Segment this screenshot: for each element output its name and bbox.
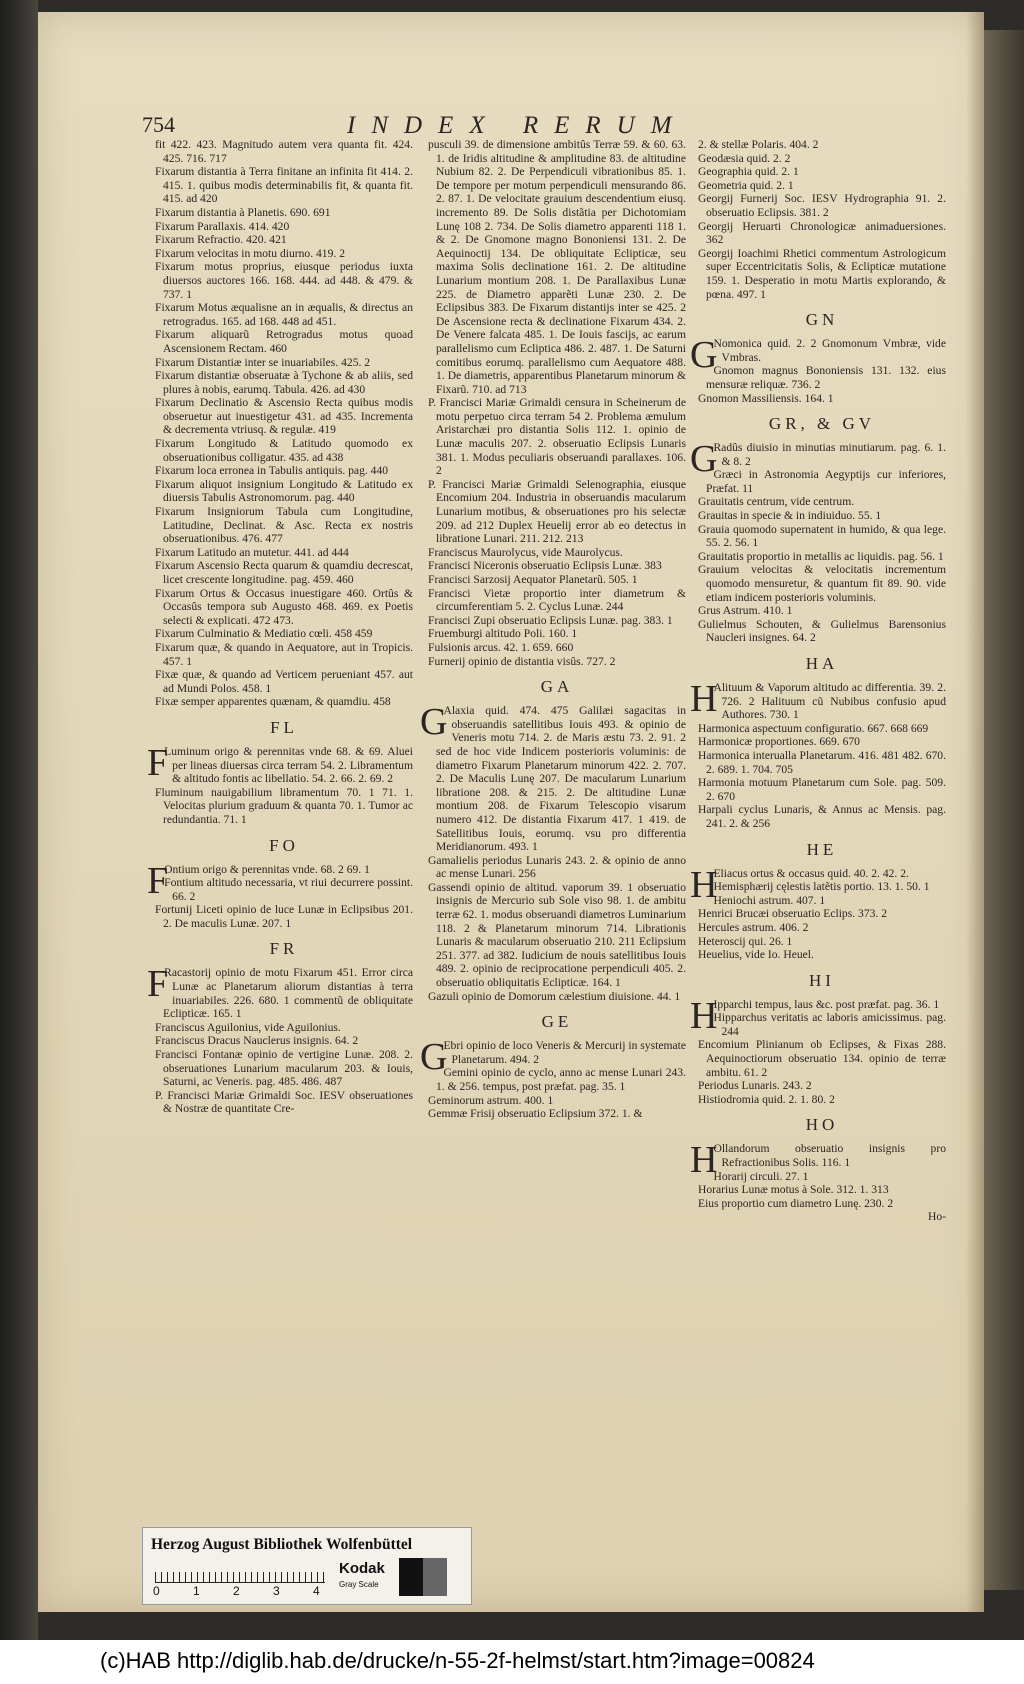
index-entry: Fixarum Ascensio Recta quarum & quamdiu decrescat, licet crescente longitudine. pag. 459. 460 [155, 559, 413, 586]
index-entry: Ho- [927, 1210, 946, 1224]
entry-text: Alituum & Vaporum altitudo ac differentia. 39. 2. 726. 2 Halituum cũ Nubibus confusio apud Authores. 730. 1 [713, 681, 946, 722]
index-entry: Fixarum Ortus & Occasus inuestigare 460. Ortûs & Occasûs tempora sub Augusto 468. 469. ex Poetis selecti & explicati. 472 473. [155, 586, 413, 627]
drop-cap: F [147, 859, 169, 902]
index-entry: Histiodromia quid. 2. 1. 80. 2 [698, 1092, 835, 1106]
index-entry [420, 701, 686, 854]
index-entry: Henrici Brucæi obseruatio Eclips. 373. 2 [698, 907, 888, 921]
index-entry: Heuelius, vide Io. Heuel. [698, 948, 814, 962]
index-entry: fit 422. 423. Magnitudo autem vera quanta fit. 424. 425. 716. 717 [155, 138, 413, 165]
drop-cap: G [420, 1036, 448, 1079]
index-entry: Fixarum Refractio. 420. 421 [155, 233, 287, 247]
index-entry: Fixarum quæ, & quando in Aequatore, aut in Tropicis. 457. 1 [155, 640, 413, 668]
index-entry: Grauitatis proportio in metallis ac liquidis. pag. 56. 1 [698, 549, 944, 563]
entry-text: Ontium origo & perennitas vnde. 68. 2 69. 1 [164, 862, 370, 876]
index-entry: Fixarum distantia à Planetis. 690. 691 [155, 205, 331, 219]
drop-cap: H [690, 678, 718, 720]
index-entry: Georgij Furnerij Soc. IESV Hydrographia 91. 2. obseruatio Eclipsis. 381. 2 [698, 192, 946, 219]
index-entry: Fruemburgi altitudo Poli. 160. 1 [428, 627, 578, 641]
gray-swatch-mid [423, 1558, 447, 1596]
ruler-tick: 0 [153, 1584, 160, 1598]
index-column-3 [690, 138, 946, 1224]
entry-text: Racastorij opinio de motu Fixarum 451. Error circa Lunæ ac Planetarum aliorum distantias à terra inuariabiles. 226. 680. 1 commentũ de obliquitate Eclipticæ. 165. 1 [163, 966, 413, 1021]
index-entry: Periodus Lunaris. 243. 2 [698, 1079, 812, 1093]
index-entry: Fixarum aliquot insignium Longitudo & Latitudo ex diuersis Tabulis Astronomorum. pag. 440 [155, 477, 413, 505]
drop-cap: H [690, 994, 718, 1037]
entry-text: Alaxia quid. 474. 475 Galilæi sagacitas in obseruandis satellitibus Iouis 493. & opinio de Veneris motu 714. 2. de Maris æstu 73. 2. 91. 2 sed de hoc vide Indicem posterioris voluminis: de diametro Fixarum Planetarum minorum 422. 2. 707. 2. De Maculis Lunę 207. De macularum Lunarium libratione 208. & 215. 2. De altitudine Lunæ montium 208. de Fixarum Telescopio visarum numero 412. De distantia Fixarum 417. 1 419. de Satellitibus Iouis, eorumq. vsu pro differentia Meridianorum. 493. 1 [436, 704, 686, 854]
index-entry: Georgij Heruarti Chronologicæ animaduersiones. 362 [698, 219, 946, 247]
index-entry: Fixarum Parallaxis. 414. 420 [155, 219, 290, 233]
index-entry: Gnomon magnus Bononiensis 131. 132. eius mensuræ reliquæ. 736. 2 [706, 364, 946, 391]
color-calibration-strip [142, 1527, 472, 1605]
index-entry: P. Francisci Mariæ Grimaldi Soc. IESV obseruationes & Nostræ de quantitate Cre- [155, 1088, 413, 1116]
index-entry: Horarius Lunæ motus à Sole. 312. 1. 313 [698, 1183, 889, 1197]
index-entry: Francisci Fontanæ opinio de vertigine Lunæ. 208. 2. obseruationes Lunarium macularum 203. & Iouis, Saturni, ac Veneris. pag. 485. 486. 487 [155, 1048, 413, 1089]
index-entry: Fluminum nauigabilium libramentum 70. 1 71. 1. Velocitas plurium graduum & quanta 70. 1. Tumor ac redundantia. 71. 1 [155, 785, 413, 826]
kodak-logo: Kodak [339, 1560, 385, 1577]
ruler-tick: 1 [193, 1584, 200, 1598]
ruler-tick: 3 [273, 1584, 280, 1598]
entry-text: Ipparchi tempus, laus &c. post præfat. pag. 36. 1 [713, 997, 940, 1011]
index-entry: Encomium Plinianum ob Eclipses, & Fixas 288. Aequinoctiorum obseruatio 134. opinio de terræ ambitu. 61. 2 [698, 1038, 946, 1079]
index-entry: Grauia quomodo supernatent in humido, & qua lege. 55. 2. 56. 1 [698, 522, 946, 550]
index-entry: Franciscus Dracus Nauclerus insignis. 64. 2 [155, 1034, 359, 1048]
index-entry: Grauitatis centrum, vide centrum. [698, 495, 855, 509]
drop-cap: F [147, 963, 169, 1006]
index-entry: Gemmæ Frisij obseruatio Eclipsium 372. 1. & [428, 1107, 643, 1121]
index-entry: Geminorum astrum. 400. 1 [428, 1093, 554, 1107]
index-entry: pusculi 39. de dimensione ambitûs Terræ 59. & 60. 63. 1. de Iridis altitudine & amplitudine 83. de altitudine Nubium 82. 2. De Perpendiculi vibrationibus 85. 1. De tempore per motum perpendiculi mensurando 86. 2. 87. 1. De velocitate grauium descendentium eiusq. incremento 89. De Solis distãtia per Dichotomiam Lunę 108 2. 734. De Solis diametro apparenti 118 1. & 2. De Gnomone magno Bononiensi 131. 2. De Aequinoctij 134. De obliquitate Eclipticæ, seu maxima Solis declinatione 161. 2. De altitudine Lunarium montium 208. 1. De Parallaxibus Lunæ 225. de Diametro apparẽti Lunæ 230. 2. De Eclipsibus 383. De Fixarum distantijs inter se 425. 2 De Ascensione recta & declinatione Fixarum 434. 2. De Venere falcata 485. 1. De Iouis fascijs, ac earum parallelismo cum Ecliptica 486. 2. 487. 1. De Saturni comitibus eorumq. parallelismo cum Aequatore 488. 1. De diametris, apparentibus Planetarum minorum & Fixarũ. 710. ad 713 [428, 138, 686, 396]
index-entry: Heteroscij qui. 26. 1 [698, 934, 793, 948]
index-entry: Francisci Sarzosij Aequator Planetarũ. 505. 1 [428, 573, 638, 586]
section-heading-ge: GE [541, 1012, 573, 1032]
section-heading-fo: FO [269, 835, 299, 855]
drop-cap: F [147, 741, 169, 784]
running-title: INDEX RERUM [347, 112, 688, 139]
book-spine [0, 0, 38, 1684]
index-entry: Gnomon Massiliensis. 164. 1 [698, 391, 834, 405]
index-entry: Fortunij Liceti opinio de luce Lunæ in Eclipsibus 201. 2. De maculis Lunæ. 207. 1 [155, 903, 413, 930]
section-heading-ga: GA [540, 677, 574, 697]
index-entry: Fixarum Motus æqualisne an in æqualis, & directus an retrogradus. 165. ad 168. 448 ad 451. [155, 301, 413, 328]
index-entry: Fixarum loca erronea in Tabulis antiquis. pag. 440 [155, 464, 389, 478]
index-entry [690, 678, 946, 722]
index-entry: Fixarum Longitudo & Latitudo quomodo ex obseruationibus colligatur. 435. ad 438 [155, 437, 413, 464]
index-entry: Harmonia motuum Planetarum cum Sole. pag. 509. 2. 670 [698, 776, 946, 803]
index-entry: Græci in Astronomia Aegyptijs cur inferiores, Præfat. 11 [706, 468, 946, 495]
index-entry: Harmonica aspectuum configuratio. 667. 668 669 [698, 721, 929, 735]
index-entry: Fixarum distantia à Terra finitane an infinita fit 414. 2. 415. 1. quibus modis determinabilis fit, & quanta fit. 415. ad 420 [155, 165, 413, 206]
index-entry: Geometria quid. 2. 1 [698, 178, 794, 192]
section-heading-ho: HO [805, 1115, 839, 1135]
index-entry: Georgij Ioachimi Rhetici commentum Astrologicum super Eccentricitatis Solis, & Eclipticæ mutatione 159. 1. Desperatio in motu Martis explorando, & pœna. 497. 1 [698, 246, 946, 301]
index-entry: Gamalielis periodus Lunaris 243. 2. & opinio de anno ac mense Lunari. 256 [428, 853, 686, 881]
index-entry: Fixarum Distantiæ inter se inuariabiles. 425. 2 [155, 355, 371, 369]
scale-ruler [155, 1562, 325, 1583]
index-entry: Fixarum Declinatio & Ascensio Recta quibus modis obseruetur aut inuestigetur 431. ad 435. Incrementa & decrementa vtriusq. & regulæ. 419 [155, 396, 413, 437]
section-heading-hi: HI [809, 970, 835, 990]
index-entry: Horarij circuli. 27. 1 [713, 1169, 809, 1183]
index-entry: Fixarum velocitas in motu diurno. 419. 2 [155, 246, 345, 260]
page-edge-shadow [966, 12, 984, 1612]
index-column-1 [147, 138, 413, 1116]
index-entry: Eius proportio cum diametro Lunę. 230. 2 [698, 1196, 894, 1210]
index-entry: Franciscus Aguilonius, vide Aguilonius. [155, 1020, 341, 1034]
ruler-tick: 4 [313, 1584, 320, 1598]
section-heading-ha: HA [805, 654, 839, 673]
index-entry: Gemini opinio de cyclo, anno ac mense Lunari 243. 1. & 256. tempus, post præfat. pag. 35. 1 [436, 1066, 686, 1093]
footer-bar [0, 1640, 1024, 1684]
index-entry: Heniochi astrum. 407. 1 [713, 893, 826, 907]
index-entry: Fixæ semper apparentes quænam, & quamdiu. 458 [155, 695, 391, 709]
entry-text: Luminum origo & perennitas vnde 68. & 69. Aluei per lineas diuersas circa terram 54. 2. Libramentum & altitudo fontis ac libellatio. 54. 2. 66. 2. 69. 2 [164, 744, 413, 786]
section-heading-fr: FR [269, 939, 299, 959]
index-entry: Fulsionis arcus. 42. 1. 659. 660 [428, 640, 574, 654]
index-entry: Fixarum motus proprius, eiusque periodus iuxta diuersos auctores 166. 168. 444. ad 448. & 479. & 737. 1 [155, 260, 413, 301]
index-entry: Fixarum Culminatio & Mediatio cœli. 458 459 [155, 627, 373, 641]
index-entry: Franciscus Maurolycus, vide Maurolycus. [428, 545, 623, 559]
index-entry: Geodæsia quid. 2. 2 [698, 151, 791, 165]
index-entry [147, 741, 413, 786]
index-column-2 [420, 138, 687, 1121]
index-entry: 2. & stellæ Polaris. 404. 2 [698, 138, 819, 151]
entry-text: Eliacus ortus & occasus quid. 40. 2. 42. 2. [713, 866, 909, 880]
index-entry: P. Francisci Mariæ Grimaldi Selenographia, eiusque Encomium 204. Industria in obseruandis macularum Lunarium motibus, & obseruationes pro his selectæ 209. ad 212 Duplex Heuelij error ab eo detectus in libratione Lunari. 211. 212. 213 [428, 477, 686, 546]
index-entry: Gulielmus Schouten, & Gulielmus Barensonius Naucleri insignes. 64. 2 [698, 617, 946, 645]
index-entry: Furnerij opinio de distantia visûs. 727. 2 [428, 654, 616, 668]
index-entry: Harmonica interualla Planetarum. 416. 481 482. 670. 2. 689. 1. 704. 705 [698, 748, 946, 776]
section-heading-gn: GN [805, 310, 839, 330]
index-entry: Gazuli opinio de Domorum cælestium diuisione. 44. 1 [428, 989, 681, 1003]
index-entry: Fixarum Insigniorum Tabula cum Longitudine, Latitudine, Declinat. & Asc. Recta ex nostris obseruationibus. 476. 477 [155, 505, 413, 546]
index-entry: Hercules astrum. 406. 2 [698, 920, 809, 934]
index-entry: Francisci Vietæ proportio inter diametrum & circumferentiam 5. 2. Cyclus Lunæ. 244 [428, 586, 686, 614]
index-entry: Fixarum Latitudo an mutetur. 441. ad 444 [155, 545, 349, 559]
index-entry: Geographia quid. 2. 1 [698, 165, 799, 179]
index-entry: Grauitas in specie & in indiuiduo. 55. 1 [698, 509, 882, 523]
section-heading-gr: GR, & GV [768, 414, 876, 434]
footer-url: (c)HAB http://diglib.hab.de/drucke/n-55-2f-helmst/start.htm?image=00824 [100, 1648, 815, 1673]
drop-cap: H [690, 1139, 718, 1182]
index-entry [690, 438, 946, 481]
gray-swatch-black [399, 1558, 423, 1596]
index-entry: Fixarum distantiæ obseruatæ à Tychone & ab aliis, sed plures à nobis, earumq. Tabula. 426. ad 430 [155, 369, 413, 396]
page-number: 754 [142, 112, 175, 137]
entry-text: Radûs diuisio in minutias minutiarum. pag. 6. 1. & 8. 2 [713, 441, 946, 468]
index-entry [147, 963, 413, 1021]
drop-cap: H [690, 863, 718, 906]
index-entry: Harmonicæ proportiones. 669. 670 [698, 735, 860, 749]
index-entry: Grauium velocitas & velocitatis incrementum quomodo mensuretur, & quantum fit 89. 90. vide etiam indicem posterioris voluminis. [698, 563, 946, 604]
library-name: Herzog August Bibliothek Wolfenbüttel [151, 1536, 413, 1553]
index-entry [690, 334, 946, 377]
drop-cap: G [690, 334, 718, 377]
drop-cap: G [420, 701, 448, 744]
entry-text: Nomonica quid. 2. 2 Gnomonum Vmbræ, vide Vmbras. [713, 337, 946, 364]
entry-text: Ollandorum obseruatio insignis pro Refractionibus Solis. 116. 1 [713, 1142, 946, 1170]
index-entry: Hemisphærij cęlestis latẽtis portio. 13. 1. 50. 1 [713, 880, 930, 894]
index-entry: Fontium altitudo necessaria, vt riui decurrere possint. 66. 2 [164, 876, 413, 903]
index-entry [420, 1036, 687, 1079]
ruler-tick: 2 [233, 1584, 240, 1598]
index-entry: P. Francisci Mariæ Grimaldi censura in Scheinerum de motu perpetuo circa terram 54 2. Problema æmulum Aristarchæi pro distantia Solis 112. 1. opinio de Lunæ maculis 207. 2. obseruatio Eclipsis Lunaris 381. 1. Modus peculiaris obseruandi parallaxes. 106. 2 [428, 396, 686, 478]
page-header [142, 112, 902, 138]
index-entry: Gassendi opinio de altitud. vaporum 39. 1 obseruatio insignis de Mercurio sub Sole viso 98. 1. de ambitu terræ 62. 1. modus obseruandi diametros Luminarium 118. 2 & Planetarum minorum 714. Librationis Lunaris & macularum obseruatio 210. 211 Eclipsium 251. 377. ad 382. Iudicium de nouis satellitibus Iouis 489. 2. opinio de reciprocatione perpendiculi 405. 2. obseruatio obliquitatis Eclipticæ. 164. 1 [428, 880, 686, 990]
index-entry: Fixæ quæ, & quando ad Verticem perueniant 457. aut ad Mundi Polos. 458. 1 [155, 668, 413, 695]
index-entry: Francisci Zupi obseruatio Eclipsis Lunæ. pag. 383. 1 [428, 613, 673, 627]
index-entry: Fixarum aliquarũ Retrogradus motus quoad Ascensionem Rectam. 460 [155, 328, 413, 355]
index-entry: Hipparchus veritatis ac laboris amicissimus. pag. 244 [713, 1011, 946, 1038]
index-entry: Harpali cyclus Lunaris, & Annus ac Mensis. pag. 241. 2. & 256 [698, 803, 946, 830]
binding-strip [984, 30, 1024, 1590]
entry-text: Ebri opinio de loco Veneris & Mercurij in systemate Planetarum. 494. 2 [443, 1039, 687, 1066]
index-entry: Francisci Niceronis obseruatio Eclipsis Lunæ. 383 [428, 559, 662, 573]
drop-cap: G [690, 438, 718, 481]
section-heading-fl: FL [270, 717, 298, 737]
gray-scale-label: Gray Scale [339, 1580, 379, 1589]
index-entry: Grus Astrum. 410. 1 [698, 604, 793, 618]
section-heading-he: HE [806, 839, 838, 859]
